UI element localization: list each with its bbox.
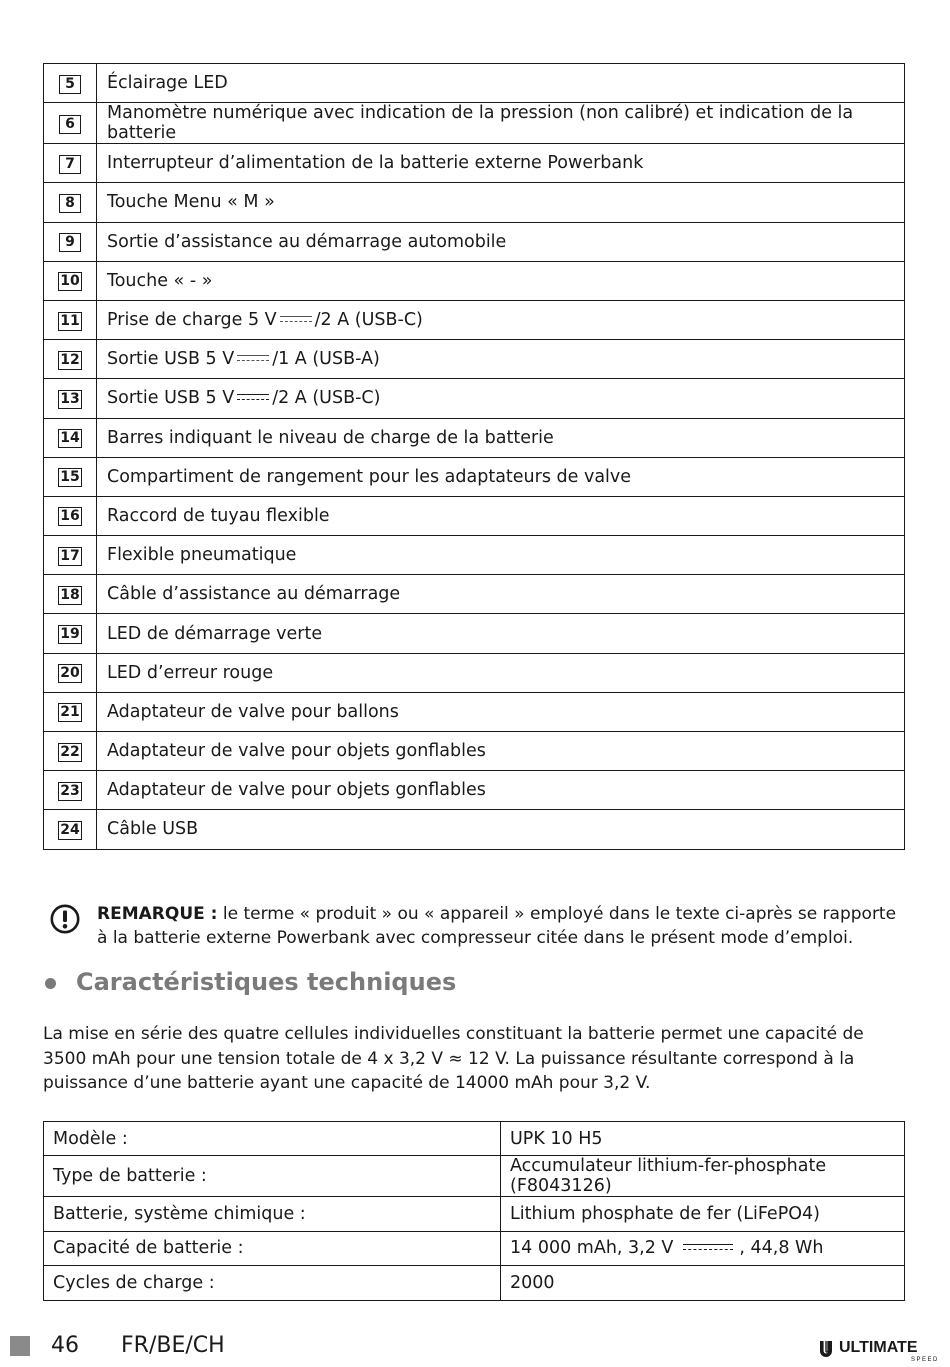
part-number-cell bbox=[44, 103, 97, 144]
parts-row bbox=[44, 496, 905, 535]
part-number-badge: 8 bbox=[59, 194, 81, 213]
parts-row bbox=[44, 222, 905, 261]
parts-row bbox=[44, 732, 905, 771]
specs-table bbox=[43, 1121, 905, 1301]
part-number-badge: 20 bbox=[60, 665, 80, 682]
part-description: Barres indiquant le niveau de charge de la batterie bbox=[107, 427, 554, 448]
part-description-cell bbox=[97, 222, 905, 261]
part-description: Raccord de tuyau flexible bbox=[107, 505, 330, 526]
spec-value-cell bbox=[501, 1197, 905, 1231]
part-description: Interrupteur d’alimentation de la batterie externe Powerbank bbox=[107, 153, 644, 174]
part-number-badge: 9 bbox=[59, 233, 81, 252]
part-number-cell bbox=[44, 379, 97, 418]
spec-value: 2000 bbox=[510, 1272, 555, 1293]
part-number-badge: 11 bbox=[60, 312, 80, 329]
specs-row bbox=[44, 1266, 905, 1300]
parts-row bbox=[44, 261, 905, 300]
part-number-cell bbox=[44, 144, 97, 183]
part-number-cell bbox=[44, 575, 97, 614]
part-description-cell bbox=[97, 261, 905, 300]
section-paragraph: La mise en série des quatre cellules individuelles constituant la batterie permet une capacité de 3500 mAh pour une tension totale de 4 x 3,2 V ≈ 12 V. La puissance résultante correspond à la puissance d’une batterie ayant une capacité de 14000 mAh pour 3,2 V. bbox=[43, 1024, 864, 1093]
part-number-badge: 7 bbox=[59, 155, 81, 174]
specs-row bbox=[44, 1156, 905, 1197]
part-number-cell bbox=[44, 183, 97, 222]
language-code: FR/BE/CH bbox=[121, 1333, 225, 1358]
part-number-badge: 14 bbox=[60, 430, 80, 447]
part-number-cell bbox=[44, 614, 97, 653]
part-description-cell bbox=[97, 64, 905, 103]
parts-row bbox=[44, 810, 905, 849]
part-description-cell bbox=[97, 771, 905, 810]
spec-key-cell bbox=[44, 1156, 501, 1197]
specs-row bbox=[44, 1197, 905, 1231]
part-description: Câble d’assistance au démarrage bbox=[107, 584, 401, 605]
spec-key: Cycles de charge : bbox=[53, 1272, 215, 1293]
spec-key-cell bbox=[44, 1231, 501, 1265]
part-number-badge: 17 bbox=[60, 547, 80, 564]
part-description-suffix: /2 A (USB-C) bbox=[272, 388, 381, 409]
spec-key: Capacité de batterie : bbox=[53, 1238, 244, 1259]
dc-symbol-icon bbox=[237, 393, 269, 403]
remark-body: le terme « produit » ou « appareil » employé dans le texte ci-après se rapporte à la batterie externe Powerbank avec compresseur citée dans le présent mode d’emploi. bbox=[97, 904, 897, 948]
parts-row bbox=[44, 340, 905, 379]
part-description-prefix: Sortie USB 5 V bbox=[107, 349, 235, 370]
part-description: Sortie d’assistance au démarrage automobile bbox=[107, 231, 507, 252]
brand-wordmark: ULTIMATE bbox=[839, 1339, 918, 1356]
part-description: Adaptateur de valve pour objets gonflables bbox=[107, 780, 486, 801]
part-number-badge: 22 bbox=[60, 743, 80, 760]
spec-value-suffix: , 44,8 Wh bbox=[739, 1238, 824, 1259]
parts-row bbox=[44, 653, 905, 692]
part-number-badge: 15 bbox=[60, 469, 80, 486]
parts-row bbox=[44, 771, 905, 810]
spec-key: Modèle : bbox=[53, 1128, 128, 1149]
part-description-cell bbox=[97, 340, 905, 379]
parts-row bbox=[44, 418, 905, 457]
spec-key: Type de batterie : bbox=[53, 1166, 207, 1187]
exclamation-icon bbox=[50, 904, 80, 934]
spec-value-cell bbox=[501, 1156, 905, 1197]
part-number-cell bbox=[44, 810, 97, 849]
part-number-badge: 10 bbox=[60, 273, 80, 290]
part-description-suffix: /1 A (USB-A) bbox=[272, 349, 380, 370]
parts-row bbox=[44, 614, 905, 653]
section-title-text: Caractéristiques techniques bbox=[76, 968, 457, 996]
section-heading bbox=[45, 968, 456, 996]
part-description: Manomètre numérique avec indication de la pression (non calibré) et indication de la batterie bbox=[107, 103, 854, 144]
part-description-prefix: Prise de charge 5 V bbox=[107, 310, 277, 331]
part-number-cell bbox=[44, 536, 97, 575]
part-description: Éclairage LED bbox=[107, 73, 228, 94]
specs-row bbox=[44, 1122, 905, 1156]
part-description-cell bbox=[97, 653, 905, 692]
parts-row bbox=[44, 64, 905, 103]
part-number-cell bbox=[44, 340, 97, 379]
part-description: Adaptateur de valve pour objets gonflables bbox=[107, 741, 486, 762]
part-description: LED de démarrage verte bbox=[107, 623, 323, 644]
spec-value-cell bbox=[501, 1266, 905, 1300]
spec-key: Batterie, système chimique : bbox=[53, 1204, 306, 1225]
part-description-cell bbox=[97, 183, 905, 222]
part-number-cell bbox=[44, 222, 97, 261]
footer-square-marker bbox=[10, 1336, 30, 1356]
part-description-cell bbox=[97, 732, 905, 771]
part-description-cell bbox=[97, 614, 905, 653]
page-footer bbox=[10, 1335, 945, 1363]
part-description: Touche Menu « M » bbox=[107, 192, 275, 213]
parts-row bbox=[44, 692, 905, 731]
part-number-badge: 24 bbox=[60, 821, 80, 838]
bullet-icon bbox=[45, 978, 56, 989]
part-description-cell bbox=[97, 418, 905, 457]
spec-key-cell bbox=[44, 1197, 501, 1231]
parts-row bbox=[44, 183, 905, 222]
part-description-suffix: /2 A (USB-C) bbox=[314, 310, 423, 331]
part-description: Adaptateur de valve pour ballons bbox=[107, 701, 399, 722]
remark-text bbox=[97, 902, 897, 950]
part-number-badge: 21 bbox=[60, 704, 80, 721]
part-number-cell bbox=[44, 771, 97, 810]
brand-logo bbox=[817, 1335, 939, 1363]
part-description-cell bbox=[97, 300, 905, 339]
part-number-cell bbox=[44, 457, 97, 496]
part-description: Flexible pneumatique bbox=[107, 545, 297, 566]
remark-lead: REMARQUE : bbox=[97, 904, 218, 924]
dc-symbol-icon bbox=[237, 354, 269, 364]
parts-row bbox=[44, 536, 905, 575]
part-number-badge: 6 bbox=[59, 115, 81, 134]
part-description-cell bbox=[97, 810, 905, 849]
part-number-badge: 12 bbox=[60, 351, 80, 368]
brand-subtitle: SPEED bbox=[911, 1357, 939, 1363]
part-description: LED d’erreur rouge bbox=[107, 662, 274, 683]
part-description-prefix: Sortie USB 5 V bbox=[107, 388, 235, 409]
part-description-cell bbox=[97, 692, 905, 731]
part-number-badge: 5 bbox=[59, 75, 81, 94]
parts-row bbox=[44, 144, 905, 183]
dc-symbol-icon bbox=[280, 315, 312, 325]
part-description: Compartiment de rangement pour les adaptateurs de valve bbox=[107, 466, 632, 487]
specs-row bbox=[44, 1231, 905, 1265]
parts-table bbox=[43, 63, 905, 850]
part-number-cell bbox=[44, 496, 97, 535]
part-description-cell bbox=[97, 103, 905, 144]
spec-value: Lithium phosphate de fer (LiFePO4) bbox=[510, 1204, 820, 1225]
part-number-badge: 23 bbox=[60, 782, 80, 799]
dc-symbol-icon bbox=[683, 1243, 733, 1253]
part-description: Câble USB bbox=[107, 819, 199, 840]
spec-key-cell bbox=[44, 1122, 501, 1156]
part-number-badge: 19 bbox=[60, 626, 80, 643]
spec-value-prefix: 14 000 mAh, 3,2 V bbox=[510, 1238, 674, 1259]
parts-row bbox=[44, 379, 905, 418]
spec-value: Accumulateur lithium-fer-phosphate (F8043126) bbox=[510, 1156, 827, 1197]
part-number-badge: 18 bbox=[60, 586, 80, 603]
spec-key-cell bbox=[44, 1266, 501, 1300]
part-number-cell bbox=[44, 732, 97, 771]
part-number-cell bbox=[44, 692, 97, 731]
parts-row bbox=[44, 300, 905, 339]
parts-row bbox=[44, 103, 905, 144]
spec-value-cell bbox=[501, 1122, 905, 1156]
part-description-cell bbox=[97, 379, 905, 418]
part-number-cell bbox=[44, 64, 97, 103]
page-number: 46 bbox=[51, 1333, 79, 1358]
part-description-cell bbox=[97, 575, 905, 614]
part-number-badge: 16 bbox=[60, 508, 80, 525]
part-description-cell bbox=[97, 144, 905, 183]
part-description-cell bbox=[97, 496, 905, 535]
part-description: Touche « - » bbox=[107, 270, 213, 291]
part-number-cell bbox=[44, 261, 97, 300]
parts-row bbox=[44, 575, 905, 614]
parts-row bbox=[44, 457, 905, 496]
spec-value: UPK 10 H5 bbox=[510, 1128, 603, 1149]
part-number-badge: 13 bbox=[60, 390, 80, 407]
part-number-cell bbox=[44, 418, 97, 457]
part-description-cell bbox=[97, 536, 905, 575]
part-description-cell bbox=[97, 457, 905, 496]
part-number-cell bbox=[44, 300, 97, 339]
spec-value-cell bbox=[501, 1231, 905, 1265]
part-number-cell bbox=[44, 653, 97, 692]
